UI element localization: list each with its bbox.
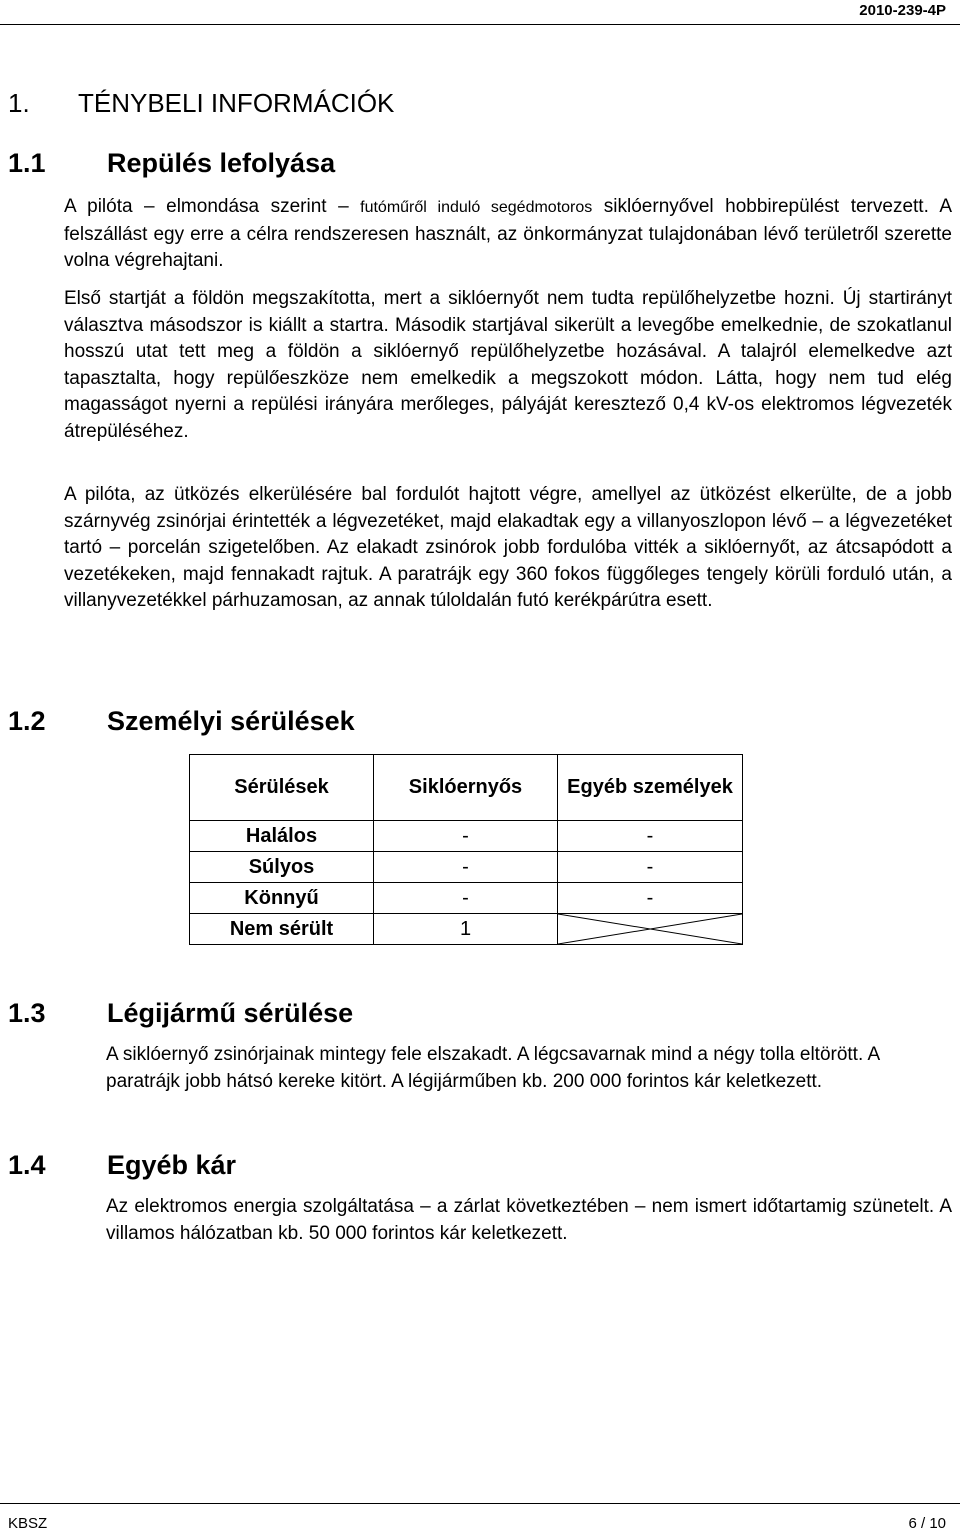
- subsection-number: 1.3: [8, 998, 46, 1028]
- subsection-number: 1.2: [8, 706, 46, 736]
- text-run: siklóernyővel hobbirepülést tervezett. A felszállást egy erre a célra rendszeresen használt, az önkormányzat tulajdonában lévő területről szerette volna végrehajtani.: [64, 196, 952, 271]
- paragraph-other-damage: Az elektromos energia szolgáltatása – a zárlat következtében – nem ismert időtartamig szünetelt. A villamos hálózatban kb. 50 000 forintos kár keletkezett.: [106, 1196, 952, 1244]
- row-label: Nem sérült: [190, 914, 374, 945]
- paragraph-aircraft-damage: A siklóernyő zsinórjainak mintegy fele elszakadt. A légcsavarnak mind a négy tolla eltörött. A paratrájk jobb hátsó kereke kitört. A légijárműben kb. 200 000 forintos kár keletkezett.: [106, 1044, 880, 1092]
- table-cell: -: [374, 821, 558, 852]
- column-header: Siklóernyős: [374, 755, 558, 821]
- subsection-title: Személyi sérülések: [107, 706, 355, 736]
- table-header-row: [190, 755, 743, 821]
- subsection-heading-flight: [8, 148, 335, 179]
- footer-divider: [0, 1503, 960, 1504]
- column-header: Egyéb személyek: [558, 755, 743, 821]
- page-number: 6 / 10: [908, 1515, 946, 1532]
- subsection-number: 1.4: [8, 1150, 46, 1180]
- column-header: Sérülések: [190, 755, 374, 821]
- subsection-heading-aircraft-damage: [8, 998, 353, 1029]
- subsection-heading-injuries: [8, 706, 355, 737]
- text-run: A pilóta – elmondása szerint –: [64, 196, 361, 217]
- document-code: 2010-239-4P: [859, 2, 946, 19]
- section-heading: [8, 88, 394, 119]
- section-title: TÉNYBELI INFORMÁCIÓK: [78, 88, 395, 118]
- paragraph-collision: A pilóta, az ütközés elkerülésére bal fordulót hajtott végre, amellyel az ütközést elkerülte, de a jobb szárnyvég zsinórjai érintették a légvezetéket, majd elakadtak egy a villanyoszlopon lévő – a légvezetéket tartó – porcelán szigetelőben. Az elakadt zsinórok jobb fordulóba vitték a siklóernyőt, az átcsapódott a vezetékeken, majd fennakadt rajtuk. A paratrájk egy 360 fokos függőleges tengely körüli forduló után, a villanyvezetékkel párhuzamosan, az annak túloldalán futó kerékpárútra esett.: [64, 484, 952, 611]
- table-row: [190, 883, 743, 914]
- table-row: [190, 914, 743, 945]
- table-cell: 1: [374, 914, 558, 945]
- footer-organization: KBSZ: [8, 1515, 48, 1532]
- crossed-out-cell: [558, 914, 743, 945]
- table-cell: -: [374, 852, 558, 883]
- section-number: 1.: [8, 88, 30, 118]
- paragraph-takeoff: Első startját a földön megszakította, mert a siklóernyőt nem tudta repülőhelyzetbe hozni. Új startirányt választva másodszor is kiállt a startra. Második startjával sikerült a levegőbe emelkednie, de szokatlanul hosszú utat tett meg a földön a siklóernyő repülőhelyzetbe hozásával. A talajról elemelkedve azt tapasztalta, hogy repülőeszköze nem emelkedik a megszokott módon. Látta, hogy nem tud elég magasságot nyerni a repülési irányára merőleges, pályáját keresztező 0,4 kV-os elektromos légvezeték átrepüléséhez.: [64, 288, 952, 442]
- paragraph-flight-plan: [64, 194, 952, 275]
- row-label: Súlyos: [190, 852, 374, 883]
- row-label: Halálos: [190, 821, 374, 852]
- subsection-title: Légijármű sérülése: [107, 998, 354, 1028]
- subsection-number: 1.1: [8, 148, 46, 178]
- table-cell: -: [558, 821, 743, 852]
- subsection-title: Repülés lefolyása: [107, 148, 336, 178]
- table-cell: -: [374, 883, 558, 914]
- subsection-title: Egyéb kár: [107, 1150, 237, 1180]
- table-row: [190, 852, 743, 883]
- injury-table: [189, 754, 743, 945]
- subsection-heading-other-damage: [8, 1150, 236, 1181]
- text-run-small: futóműről induló segédmotoros: [360, 199, 593, 216]
- header-divider: [0, 24, 960, 25]
- table-cell: -: [558, 883, 743, 914]
- table-row: [190, 821, 743, 852]
- row-label: Könnyű: [190, 883, 374, 914]
- table-cell: -: [558, 852, 743, 883]
- cross-out-icon: [558, 914, 742, 944]
